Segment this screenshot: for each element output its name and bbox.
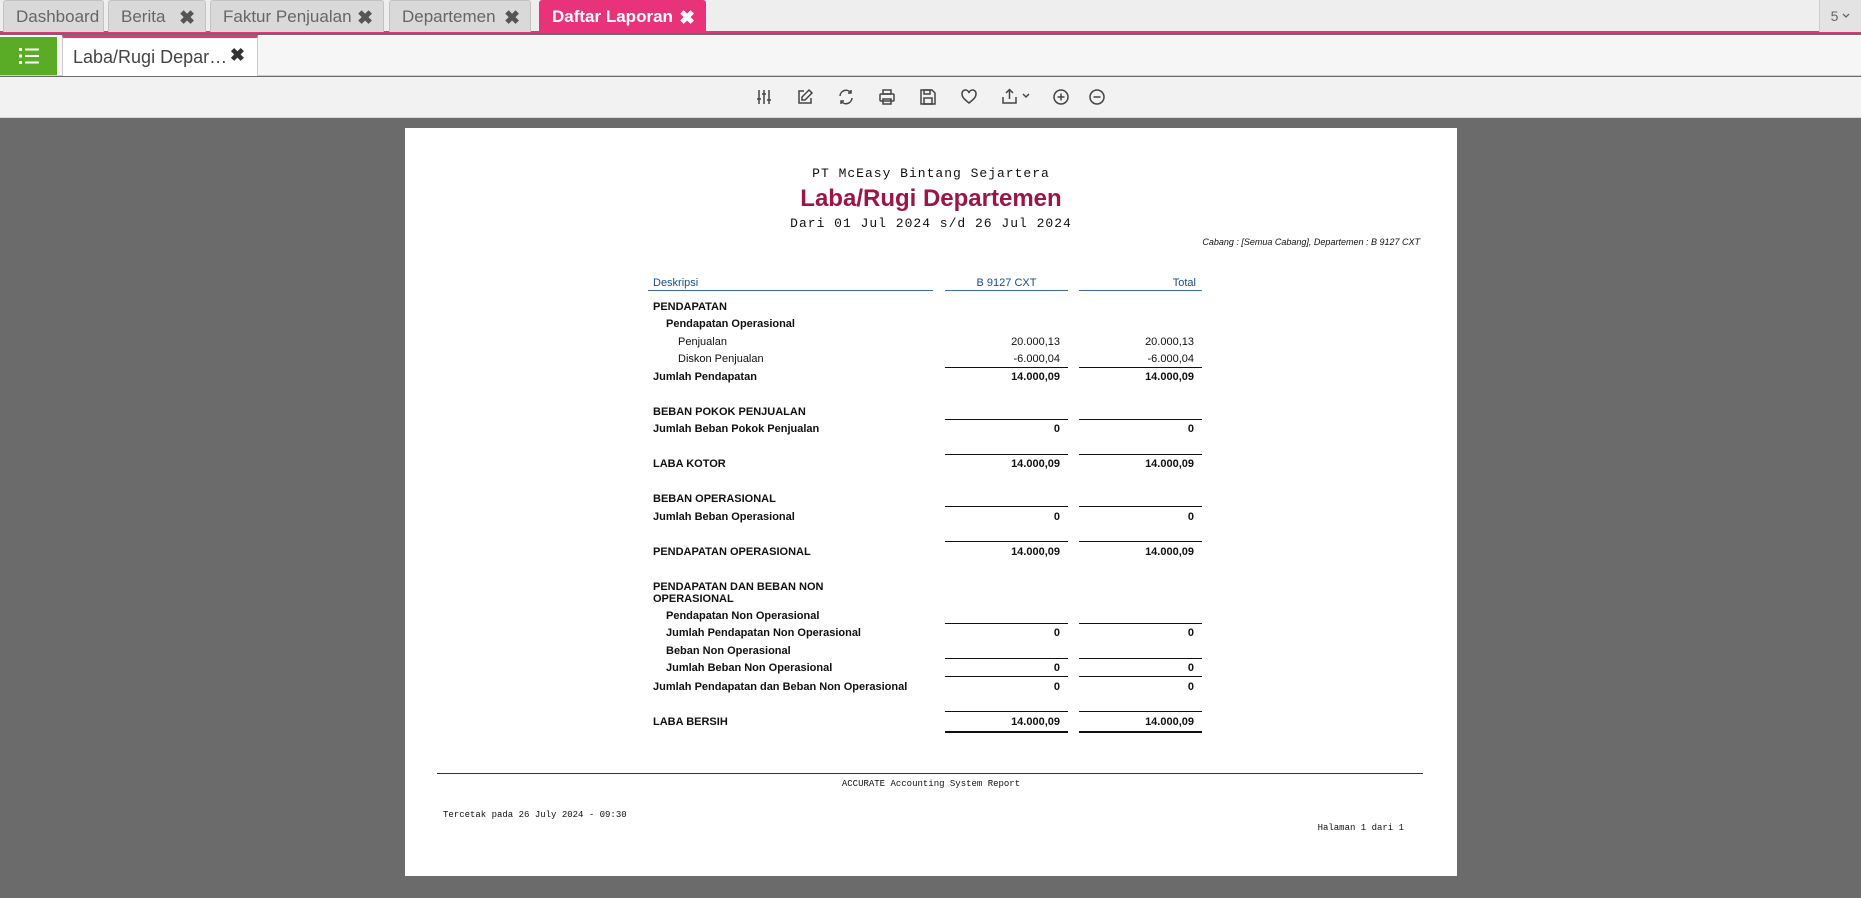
close-icon[interactable]: ✖ bbox=[679, 8, 695, 29]
subtotal-line bbox=[945, 623, 1068, 624]
zoom-in-icon[interactable] bbox=[1050, 86, 1072, 108]
subtotal-line bbox=[1079, 506, 1202, 507]
subtotal-line bbox=[945, 419, 1068, 420]
tab-label: Berita bbox=[121, 6, 166, 26]
row-desc: PENDAPATAN DAN BEBAN NON bbox=[653, 581, 824, 593]
row-value-department: 0 bbox=[1053, 627, 1060, 639]
tab-count-dropdown[interactable] bbox=[1819, 0, 1861, 32]
tab-dashboard[interactable] bbox=[3, 0, 104, 32]
subtotal-line bbox=[945, 541, 1068, 542]
report-row bbox=[405, 318, 1457, 332]
subtotal-line bbox=[1079, 711, 1202, 712]
row-desc: Pendapatan Operasional bbox=[666, 318, 795, 330]
sub-tab-bar bbox=[0, 35, 1861, 76]
report-row bbox=[405, 371, 1457, 385]
grand-total-line bbox=[945, 731, 1068, 733]
row-value-department: 0 bbox=[1053, 662, 1060, 674]
row-desc: Jumlah Beban Operasional bbox=[653, 511, 795, 523]
report-row bbox=[405, 662, 1457, 676]
close-icon[interactable]: ✖ bbox=[504, 8, 520, 29]
tab-laba-rugi-departemen[interactable] bbox=[62, 35, 258, 76]
report-row bbox=[405, 406, 1457, 420]
row-value-total: 0 bbox=[1187, 423, 1194, 435]
report-row bbox=[405, 301, 1457, 315]
report-row bbox=[405, 353, 1457, 367]
tab-faktur-penjualan[interactable] bbox=[210, 0, 384, 32]
column-header-deskripsi: Deskripsi bbox=[648, 277, 933, 291]
export-icon[interactable] bbox=[999, 86, 1037, 108]
row-desc: PENDAPATAN OPERASIONAL bbox=[653, 546, 811, 558]
report-row bbox=[405, 681, 1457, 695]
row-desc: Beban Non Operasional bbox=[666, 645, 791, 657]
close-icon[interactable]: ✖ bbox=[179, 8, 195, 29]
print-icon[interactable] bbox=[876, 86, 898, 108]
row-desc: Jumlah Pendapatan dan Beban Non Operasional bbox=[653, 681, 908, 693]
chevron-down-icon bbox=[1842, 13, 1850, 19]
report-row bbox=[405, 645, 1457, 659]
subtotal-line bbox=[1079, 419, 1202, 420]
row-desc: Jumlah Beban Pokok Penjualan bbox=[653, 423, 820, 435]
subtotal-line bbox=[945, 676, 1068, 677]
edit-icon[interactable] bbox=[794, 86, 816, 108]
subtotal-line bbox=[1079, 367, 1202, 368]
footer-system-text: ACCURATE Accounting System Report bbox=[841, 779, 1021, 789]
report-filter: Cabang : [Semua Cabang], Departemen : B 9127 CXT bbox=[1202, 237, 1420, 247]
subtotal-line bbox=[945, 454, 1068, 455]
row-desc: Diskon Penjualan bbox=[678, 353, 764, 365]
row-value-department: 14.000,09 bbox=[1011, 371, 1060, 383]
row-value-total: 0 bbox=[1187, 627, 1194, 639]
tab-count: 5 bbox=[1830, 8, 1839, 24]
close-icon[interactable]: ✖ bbox=[229, 45, 245, 65]
menu-button[interactable] bbox=[0, 37, 57, 75]
footer-divider bbox=[437, 773, 1423, 774]
row-value-department: 0 bbox=[1053, 511, 1060, 523]
favorite-icon[interactable] bbox=[958, 86, 980, 108]
row-value-total: 20.000,13 bbox=[1145, 336, 1194, 348]
printed-timestamp: Tercetak pada 26 July 2024 - 09:30 bbox=[443, 810, 627, 820]
tab-daftar-laporan[interactable] bbox=[539, 0, 706, 32]
page-number: Halaman 1 dari 1 bbox=[1317, 823, 1404, 833]
report-row bbox=[405, 493, 1457, 507]
report-row bbox=[405, 627, 1457, 641]
save-icon[interactable] bbox=[917, 86, 939, 108]
tab-label: Departemen bbox=[402, 6, 496, 26]
grand-total-line bbox=[1079, 731, 1202, 733]
column-header-total: Total bbox=[1079, 277, 1202, 291]
tab-berita[interactable] bbox=[108, 0, 206, 32]
subtotal-line bbox=[945, 658, 1068, 659]
column-header-department: B 9127 CXT bbox=[945, 277, 1068, 291]
row-desc: Jumlah Pendapatan Non Operasional bbox=[666, 627, 861, 639]
sub-tab-label: Laba/Rugi Depar… bbox=[73, 46, 228, 67]
company-name: PT McEasy Bintang Sejartera bbox=[812, 166, 1050, 181]
report-row bbox=[405, 511, 1457, 525]
close-icon[interactable]: ✖ bbox=[357, 8, 373, 29]
subtotal-line bbox=[945, 506, 1068, 507]
row-value-department: 14.000,09 bbox=[1011, 458, 1060, 470]
row-desc: BEBAN POKOK PENJUALAN bbox=[653, 406, 806, 418]
subtotal-line bbox=[1079, 658, 1202, 659]
list-menu-icon bbox=[18, 47, 40, 65]
row-value-total: -6.000,04 bbox=[1147, 353, 1194, 365]
row-value-department: 20.000,13 bbox=[1011, 336, 1060, 348]
report-row bbox=[405, 546, 1457, 560]
row-desc: BEBAN OPERASIONAL bbox=[653, 493, 776, 505]
row-desc: Pendapatan Non Operasional bbox=[666, 610, 820, 622]
tab-label: Dashboard bbox=[16, 6, 100, 26]
row-value-total: 14.000,09 bbox=[1145, 546, 1194, 558]
report-row bbox=[405, 716, 1457, 730]
row-value-department: 0 bbox=[1053, 681, 1060, 693]
row-desc: PENDAPATAN bbox=[653, 301, 727, 313]
row-value-total: 0 bbox=[1187, 511, 1194, 523]
row-value-total: 0 bbox=[1187, 681, 1194, 693]
report-row bbox=[405, 423, 1457, 437]
subtotal-line bbox=[1079, 623, 1202, 624]
report-period: Dari 01 Jul 2024 s/d 26 Jul 2024 bbox=[790, 216, 1072, 231]
report-row bbox=[405, 336, 1457, 350]
tab-departemen[interactable] bbox=[389, 0, 531, 32]
row-desc: Penjualan bbox=[678, 336, 727, 348]
row-value-department: 14.000,09 bbox=[1011, 546, 1060, 558]
row-desc: Jumlah Pendapatan bbox=[653, 371, 757, 383]
row-value-department: -6.000,04 bbox=[1013, 353, 1060, 365]
subtotal-line bbox=[945, 367, 1068, 368]
row-value-total: 14.000,09 bbox=[1145, 371, 1194, 383]
row-value-department: 14.000,09 bbox=[1011, 716, 1060, 728]
row-value-total: 14.000,09 bbox=[1145, 458, 1194, 470]
report-row bbox=[405, 610, 1457, 624]
report-toolbar bbox=[0, 77, 1861, 118]
row-desc: OPERASIONAL bbox=[653, 593, 734, 605]
row-desc: LABA KOTOR bbox=[653, 458, 726, 470]
tab-label: Daftar Laporan bbox=[552, 6, 673, 26]
tab-label: Faktur Penjualan bbox=[223, 6, 352, 26]
row-value-total: 14.000,09 bbox=[1145, 716, 1194, 728]
top-tab-bar bbox=[0, 0, 1861, 33]
subtotal-line bbox=[1079, 541, 1202, 542]
row-value-total: 0 bbox=[1187, 662, 1194, 674]
row-desc: Jumlah Beban Non Operasional bbox=[666, 662, 833, 674]
report-page bbox=[405, 128, 1457, 876]
report-title: Laba/Rugi Departemen bbox=[800, 185, 1062, 212]
report-row bbox=[405, 593, 1457, 607]
filter-settings-icon[interactable] bbox=[753, 86, 775, 108]
refresh-icon[interactable] bbox=[835, 86, 857, 108]
zoom-out-icon[interactable] bbox=[1086, 86, 1108, 108]
subtotal-line bbox=[1079, 676, 1202, 677]
subtotal-line bbox=[945, 711, 1068, 712]
subtotal-line bbox=[1079, 454, 1202, 455]
row-desc: LABA BERSIH bbox=[653, 716, 728, 728]
report-row bbox=[405, 458, 1457, 472]
row-value-department: 0 bbox=[1053, 423, 1060, 435]
